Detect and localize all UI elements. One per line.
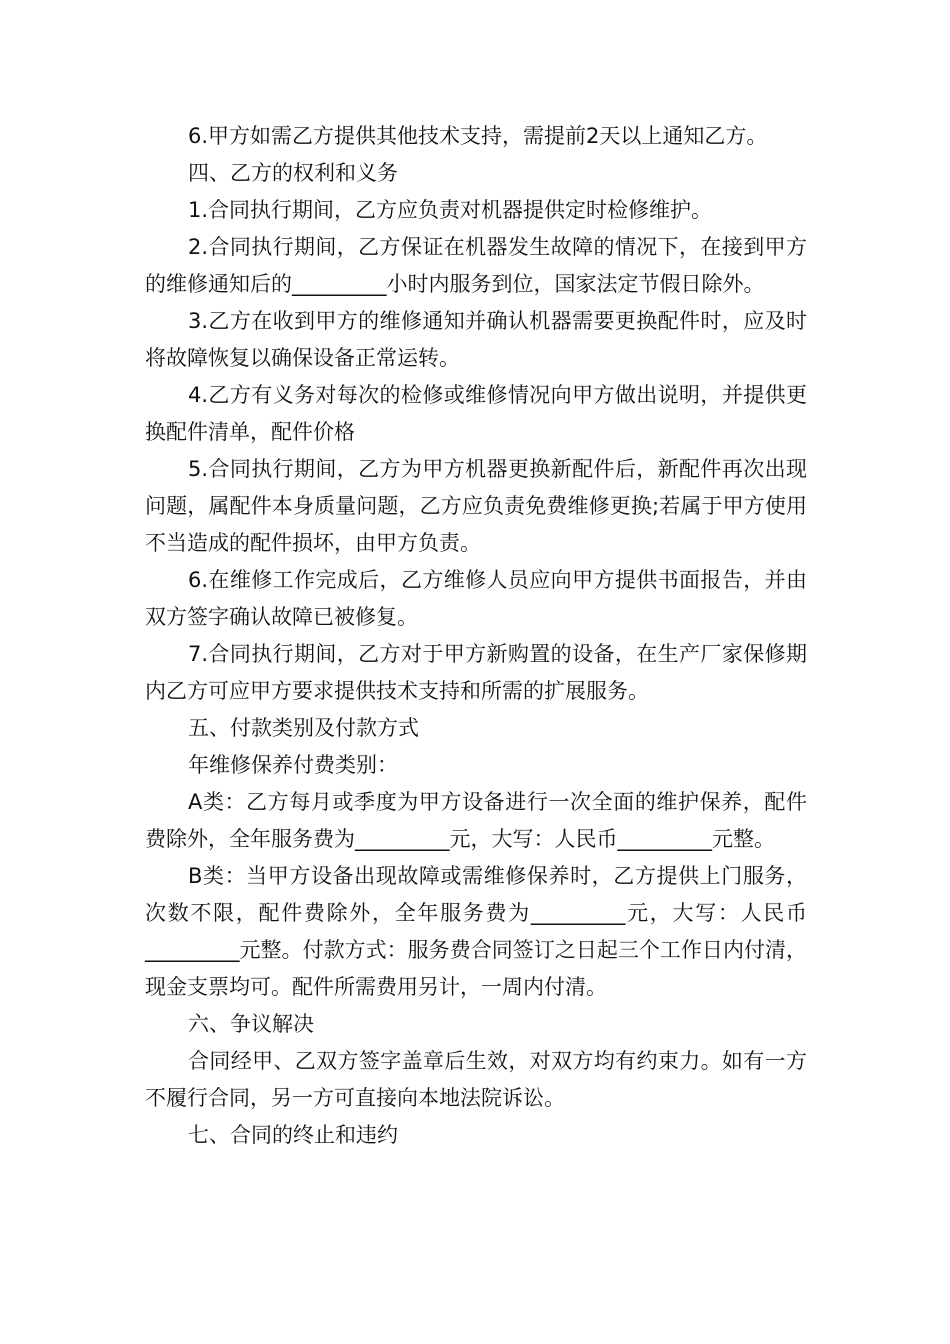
- payment-category-title: 年维修保养付费类别：: [188, 753, 398, 777]
- payment-category-b: B类：当甲方设备出现故障或需维修保养时，乙方提供上门服务，次数不限，配件费除外，全年服务费为_________元，大写：人民币_________元整。付款方式：服务费合同签订之日起三个工作日内付清，现金支票均可。配件所需费用另计，一周内付清。: [145, 864, 807, 999]
- payment-category-a: A类：乙方每月或季度为甲方设备进行一次全面的维护保养，配件费除外，全年服务费为_________元，大写：人民币_________元整。: [145, 790, 807, 851]
- section-heading-6: 六、争议解决: [188, 1012, 314, 1036]
- document-body: [145, 118, 807, 1154]
- clause-4-5: 5.合同执行期间，乙方为甲方机器更换新配件后，新配件再次出现问题，属配件本身质量问题，乙方应负责免费维修更换;若属于甲方使用不当造成的配件损坏，由甲方负责。: [145, 457, 807, 555]
- dispute-resolution-text: 合同经甲、乙双方签字盖章后生效，对双方均有约束力。如有一方不履行合同，另一方可直接向本地法院诉讼。: [145, 1049, 807, 1110]
- clause-4-3: 3.乙方在收到甲方的维修通知并确认机器需要更换配件时，应及时将故障恢复以确保设备正常运转。: [145, 309, 807, 370]
- section-heading-5: 五、付款类别及付款方式: [188, 716, 419, 740]
- clause-4-2: 2.合同执行期间，乙方保证在机器发生故障的情况下，在接到甲方的维修通知后的_________小时内服务到位，国家法定节假日除外。: [145, 235, 807, 296]
- section-heading-7: 七、合同的终止和违约: [188, 1123, 398, 1147]
- clause-4-1: 1.合同执行期间，乙方应负责对机器提供定时检修维护。: [188, 198, 713, 222]
- clause-4-4: 4.乙方有义务对每次的检修或维修情况向甲方做出说明，并提供更换配件清单，配件价格: [145, 383, 807, 444]
- section-heading-4: 四、乙方的权利和义务: [188, 161, 398, 185]
- clause-3-6: 6.甲方如需乙方提供其他技术支持，需提前2天以上通知乙方。: [188, 124, 768, 148]
- clause-4-7: 7.合同执行期间，乙方对于甲方新购置的设备，在生产厂家保修期内乙方可应甲方要求提供技术支持和所需的扩展服务。: [145, 642, 807, 703]
- clause-4-6: 6.在维修工作完成后，乙方维修人员应向甲方提供书面报告，并由双方签字确认故障已被修复。: [145, 568, 807, 629]
